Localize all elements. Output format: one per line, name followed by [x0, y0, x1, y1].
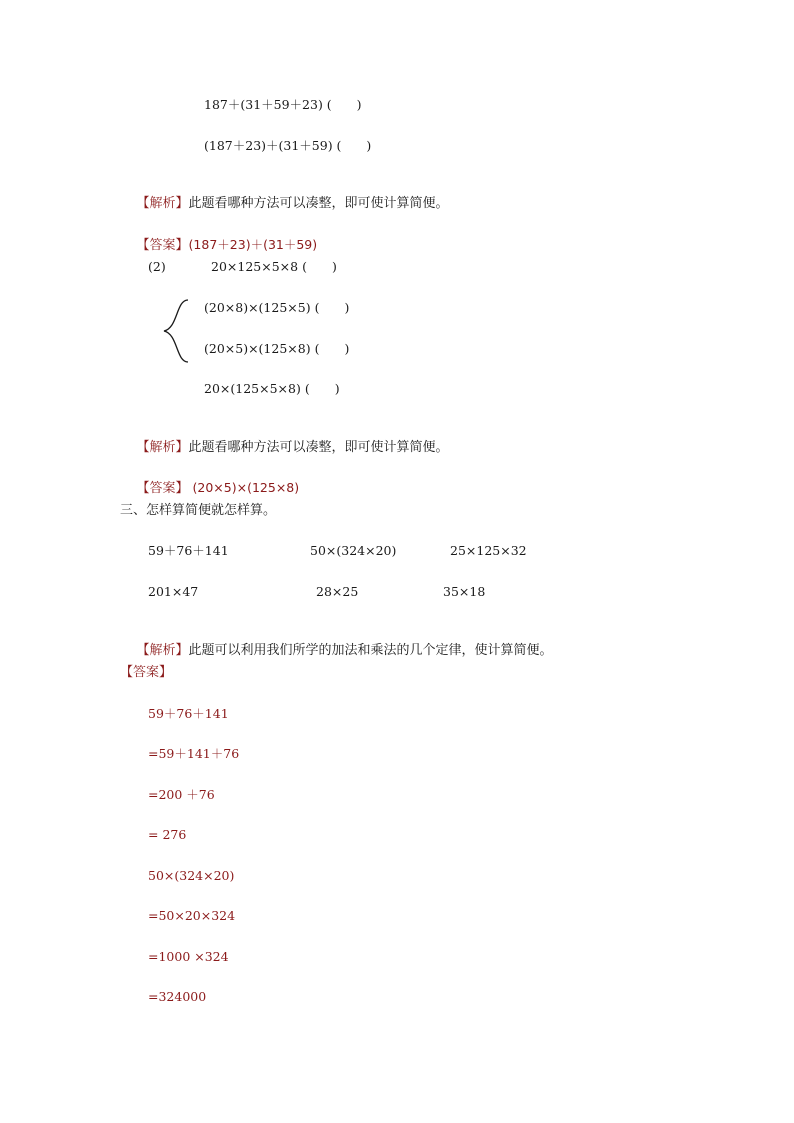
answer-text: (20×5)×(125×8) — [188, 480, 300, 495]
q2-option-a: (20×8)×(125×5) ( ) — [204, 300, 350, 315]
problem-item: 35×18 — [443, 584, 486, 599]
solution-step: = 276 — [148, 827, 187, 842]
solution-step: =1000 ×324 — [148, 949, 229, 964]
q2-option-b: (20×5)×(125×8) ( ) — [204, 341, 350, 356]
analysis-tag: 【解析】 — [136, 643, 189, 658]
solution-step: =200 ＋76 — [148, 787, 215, 802]
solution-step: 59＋76＋141 — [148, 706, 229, 721]
q1-option-b: (187＋23)＋(31＋59) ( ) — [204, 138, 372, 153]
q2-expression: 20×125×5×8 ( ) — [211, 259, 337, 274]
solution-step: =324000 — [148, 989, 207, 1004]
solution-step: =59＋141＋76 — [148, 746, 240, 761]
q3-analysis — [120, 624, 553, 678]
problem-item: 59＋76＋141 — [148, 543, 229, 558]
answer-tag: 【答案】 — [120, 665, 173, 680]
problem-item: 28×25 — [316, 584, 359, 599]
answer-text: (187＋23)＋(31＋59) — [188, 237, 318, 252]
answer-tag: 【答案】 — [136, 238, 189, 253]
q2-number: (2) — [148, 259, 166, 274]
analysis-text: 此题看哪种方法可以凑整，即可使计算简便。 — [188, 440, 449, 455]
analysis-text: 此题看哪种方法可以凑整，即可使计算简便。 — [188, 196, 449, 211]
q1-option-a: 187＋(31＋59＋23) ( ) — [204, 97, 362, 112]
section-heading: 三、怎样算简便就怎样算。 — [120, 503, 277, 518]
problem-item: 50×(324×20) — [310, 543, 397, 558]
solution-step: 50×(324×20) — [148, 868, 235, 883]
analysis-text: 此题可以利用我们所学的加法和乘法的几个定律，使计算简便。 — [188, 643, 553, 658]
q2-option-c: 20×(125×5×8) ( ) — [204, 381, 340, 396]
analysis-tag: 【解析】 — [136, 440, 189, 455]
solution-step: =50×20×324 — [148, 908, 236, 923]
brace-icon — [160, 298, 190, 364]
problem-item: 25×125×32 — [450, 543, 527, 558]
answer-tag: 【答案】 — [136, 481, 189, 496]
problem-item: 201×47 — [148, 584, 199, 599]
analysis-tag: 【解析】 — [136, 196, 189, 211]
